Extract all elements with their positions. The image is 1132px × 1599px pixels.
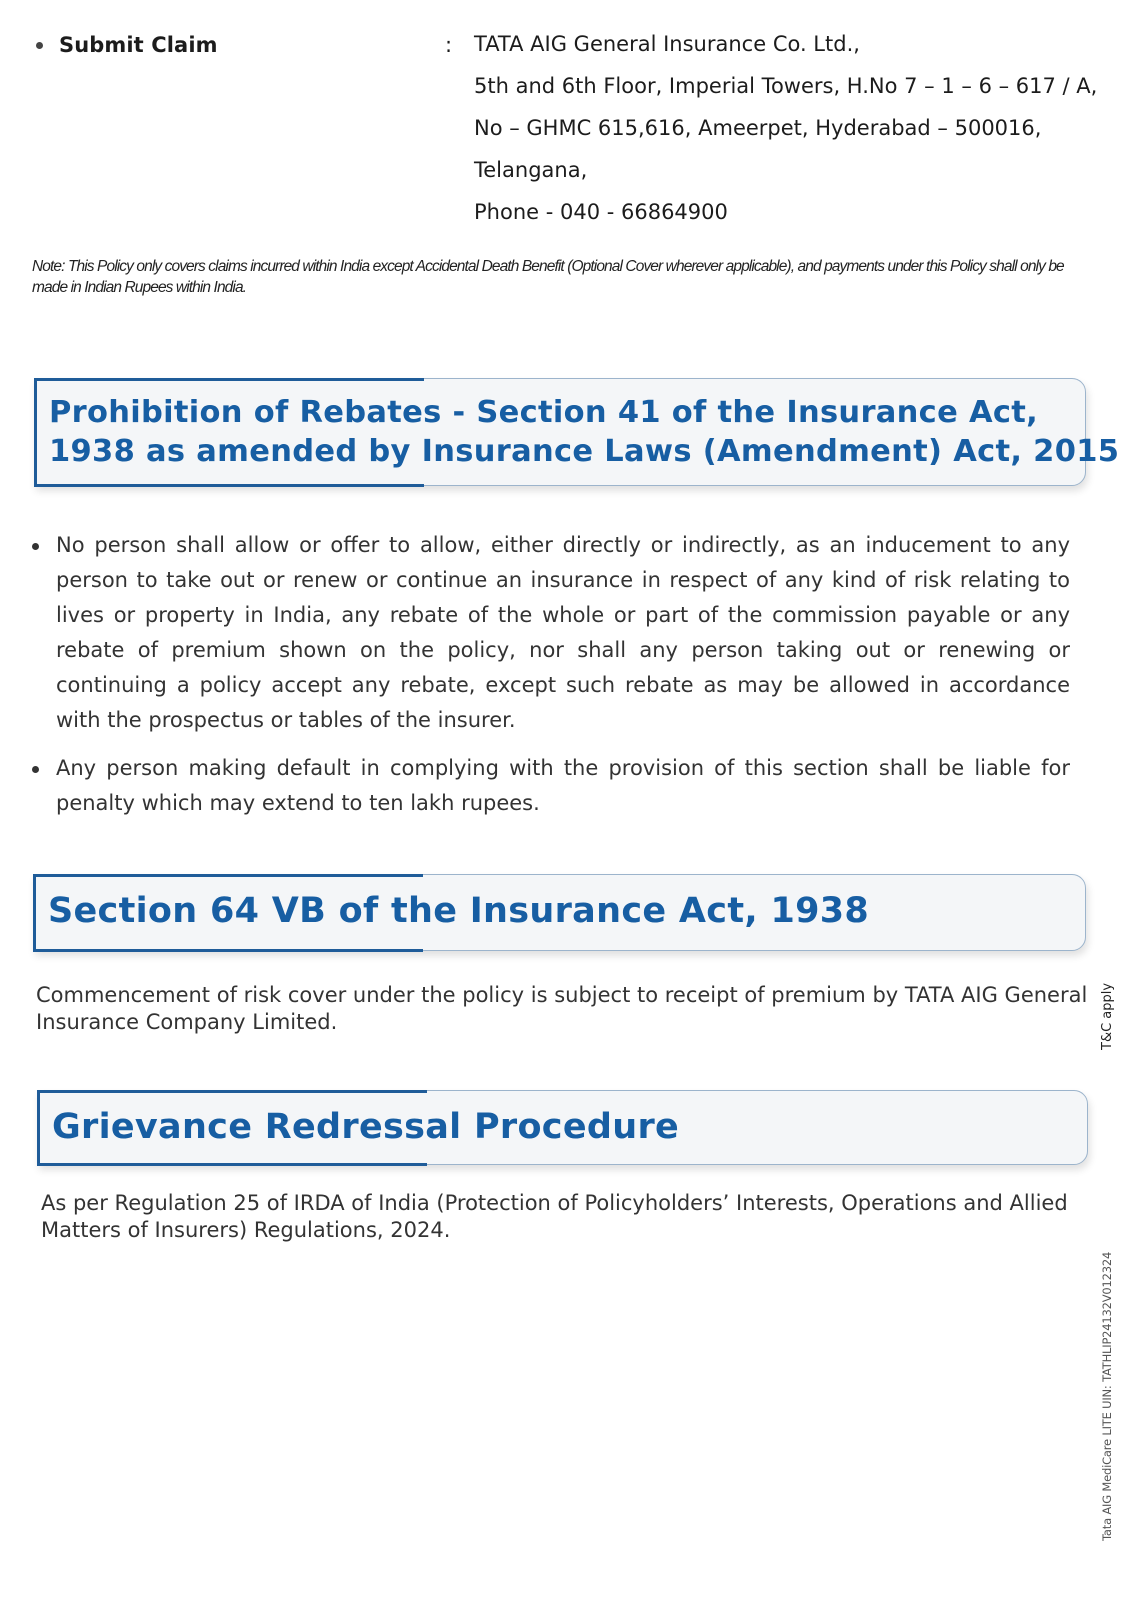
section-title: Grievance Redressal Procedure	[52, 1107, 680, 1147]
bullet-item: Any person making default in complying with the provision of this section shall be liable for penalty which may extend to ten lakh rupees.	[30, 751, 1070, 821]
address-line: No – GHMC 615,616, Ameerpet, Hyderabad – 500016,	[474, 116, 1042, 140]
address-line: TATA AIG General Insurance Co. Ltd.,	[474, 32, 860, 56]
submit-claim-text: Submit Claim	[59, 33, 218, 57]
accent-bar	[33, 949, 423, 952]
section-header-grievance	[37, 1090, 1088, 1165]
section-64vb-body: Commencement of risk cover under the policy is subject to receipt of premium by TATA AIG General Insurance Company Limited.	[36, 983, 1088, 1034]
section-header-64vb	[33, 874, 1086, 951]
rebates-bullet-list	[30, 528, 1070, 821]
address-line: Telangana,	[474, 158, 588, 182]
product-uin-label: Tata AIG MediCare LITE UIN: TATHLIP24132V012324	[1100, 1251, 1114, 1541]
grievance-body: As per Regulation 25 of IRDA of India (Protection of Policyholders’ Interests, Operations and Allied Matters of Insurers) Regulations, 2024.	[41, 1191, 1068, 1242]
section-title	[49, 393, 1119, 471]
coverage-note: Note: This Policy only covers claims incurred within India except Accidental Death Benefit (Optional Cover wherever applicable), and payments under this Policy shall only be made in Indian Rupees within India.	[32, 258, 1064, 296]
section-title-line: 1938 as amended by Insurance Laws (Amendment) Act, 2015	[49, 434, 1120, 469]
section-header-rebates	[34, 378, 1120, 486]
claim-address	[474, 23, 1097, 233]
accent-bar	[34, 378, 424, 381]
bullet-item: No person shall allow or offer to allow, either directly or indirectly, as an inducement to any person to take out or renew or continue an insurance in respect of any kind of risk relating to lives or property in India, any rebate of the whole or part of the commission payable or any rebate of premium shown on the policy, nor shall any person taking out or renewing or continuing a policy accept any rebate, except such rebate as may be allowed in accordance with the prospectus or tables of the insurer.	[30, 528, 1070, 738]
section-title: Section 64 VB of the Insurance Act, 1938	[48, 891, 870, 931]
accent-bar	[37, 1163, 427, 1166]
separator-colon: :	[445, 33, 453, 57]
address-line: Phone - 040 - 66864900	[474, 200, 728, 224]
accent-bar	[37, 1090, 427, 1093]
section-title-line: Prohibition of Rebates - Section 41 of the Insurance Act,	[49, 395, 1039, 430]
tc-apply-label: T&C apply	[1100, 982, 1115, 1050]
address-line: 5th and 6th Floor, Imperial Towers, H.No 7 – 1 – 6 – 617 / A,	[474, 74, 1098, 98]
accent-bar	[34, 484, 424, 487]
submit-claim-label	[36, 33, 218, 57]
bullet-icon	[36, 42, 43, 49]
accent-bar	[33, 874, 423, 877]
